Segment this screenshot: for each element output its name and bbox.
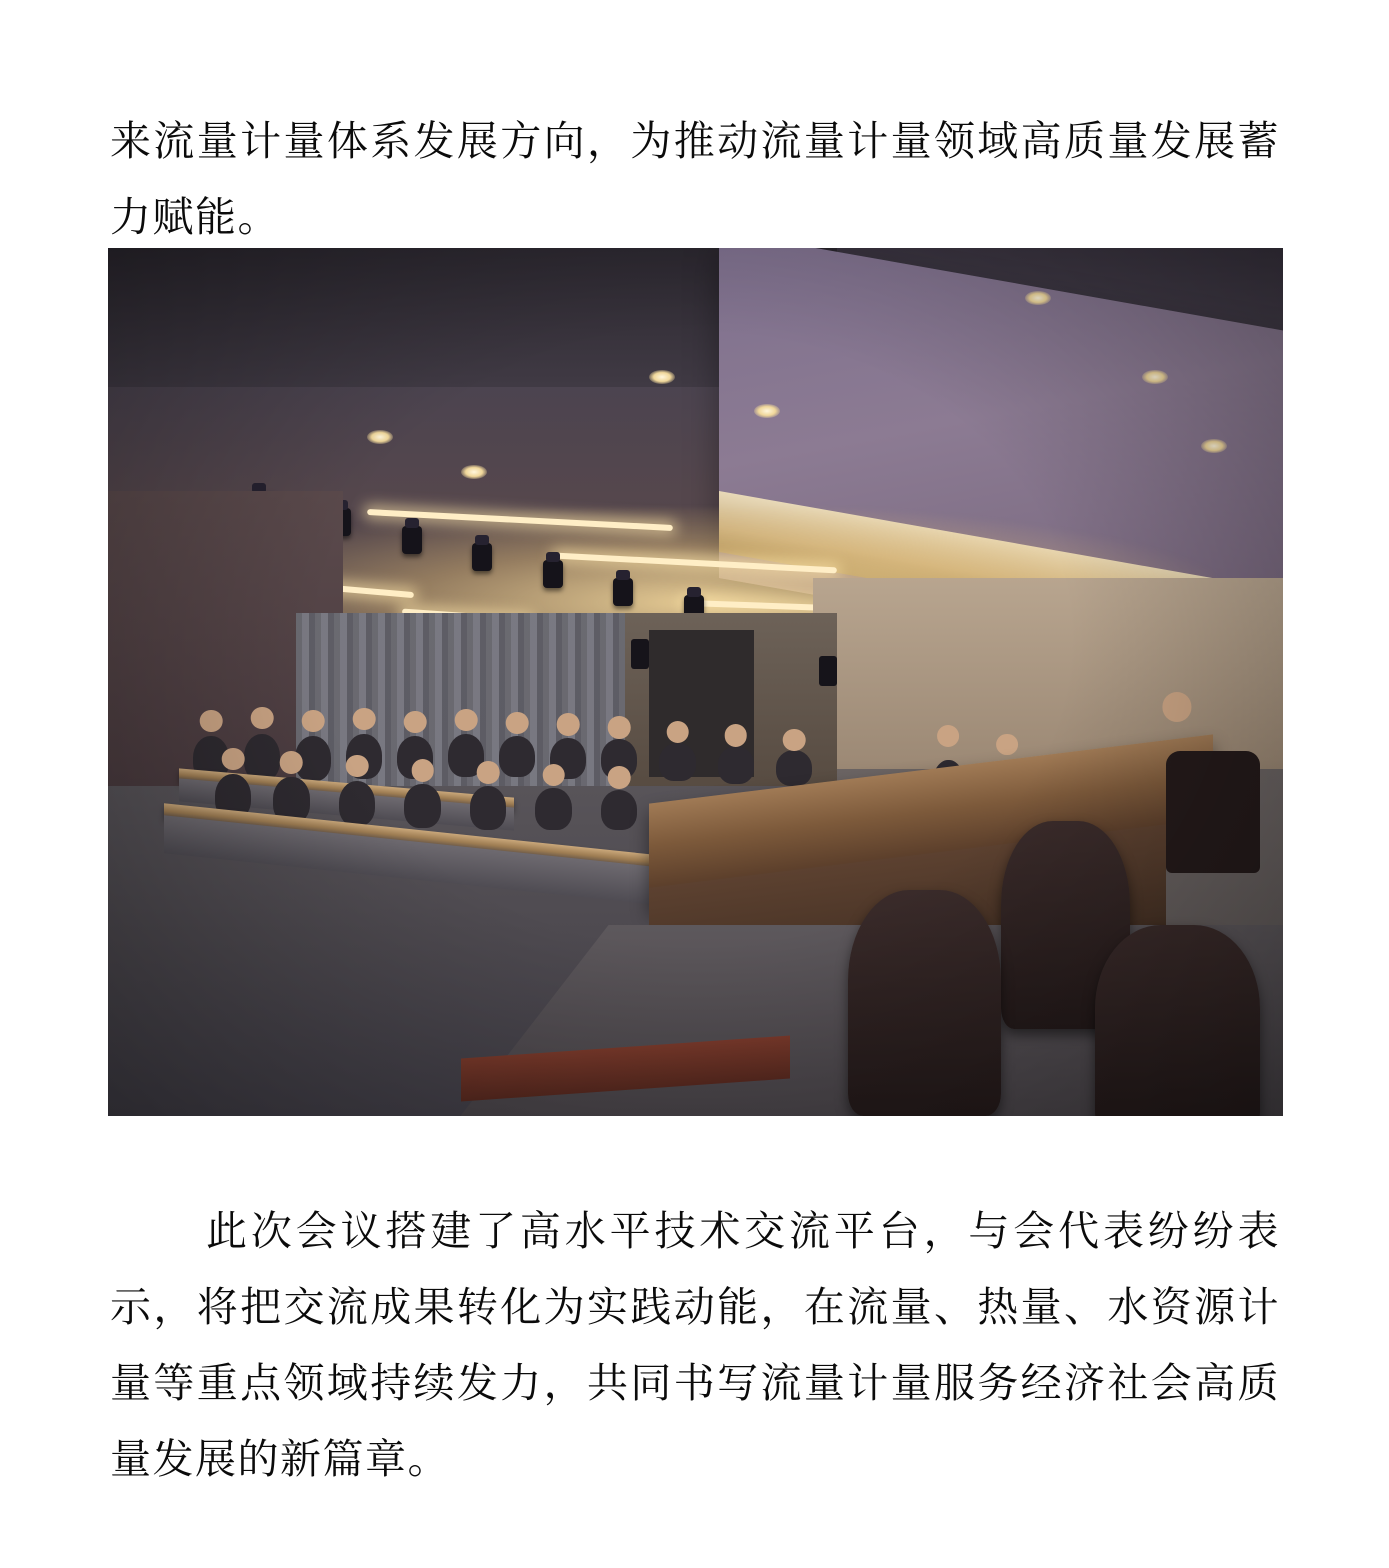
paragraph-top: 来流量计量体系发展方向，为推动流量计量领域高质量发展蓄力赋能。 — [110, 118, 1280, 240]
recessed-downlight — [1142, 370, 1168, 384]
attendee-head — [222, 748, 245, 771]
attendee — [535, 788, 571, 830]
attendee-head — [455, 709, 478, 732]
recessed-downlight — [1201, 439, 1227, 453]
spotlight-fixture — [472, 543, 492, 571]
photo-scene — [108, 248, 1283, 1116]
recessed-downlight — [649, 370, 675, 384]
attendee-head — [608, 766, 631, 789]
attendee-head — [506, 712, 529, 735]
attendee-head — [200, 710, 223, 733]
spotlight-fixture — [402, 526, 422, 554]
conference-photo — [108, 248, 1283, 1116]
executive-chair — [1095, 925, 1260, 1116]
attendee-head — [724, 724, 747, 747]
attendee-head — [404, 711, 427, 734]
attendee — [718, 746, 754, 784]
attendee — [776, 750, 812, 786]
attendee-head — [542, 764, 565, 787]
recessed-downlight — [461, 465, 487, 479]
attendee-head — [783, 729, 806, 752]
attendee — [601, 790, 637, 830]
attendee — [470, 786, 506, 829]
attendee-head — [346, 755, 369, 778]
spotlight-fixture — [613, 578, 633, 606]
attendee-head — [557, 713, 580, 736]
attendee-head — [937, 725, 959, 747]
attendee-head — [608, 716, 631, 739]
attendee-head — [280, 751, 303, 774]
wall-speaker — [819, 656, 837, 686]
wall-speaker — [631, 639, 649, 669]
attendee-head — [477, 761, 500, 784]
executive-chair — [848, 890, 1001, 1116]
attendee-head — [353, 708, 376, 731]
attendee-head — [996, 734, 1018, 756]
attendee — [339, 781, 375, 826]
attendee — [404, 784, 440, 827]
attendee-head — [411, 759, 434, 782]
attendee-head — [1163, 692, 1192, 721]
attendee — [659, 743, 695, 781]
spotlight-fixture — [543, 560, 563, 588]
side-chair — [1166, 751, 1260, 873]
attendee-head — [302, 710, 325, 733]
attendee — [499, 736, 535, 778]
attendee-head — [666, 721, 689, 744]
audience-desk-front — [164, 815, 674, 907]
attendee-head — [251, 707, 274, 730]
recessed-downlight — [367, 430, 393, 444]
paragraph-bottom: 此次会议搭建了高水平技术交流平台，与会代表纷纷表示，将把交流成果转化为实践动能，在流量、热量、水资源计量等重点领域持续发力，共同书写流量计量服务经济社会高质量发展的新篇章。 — [110, 1208, 1280, 1482]
